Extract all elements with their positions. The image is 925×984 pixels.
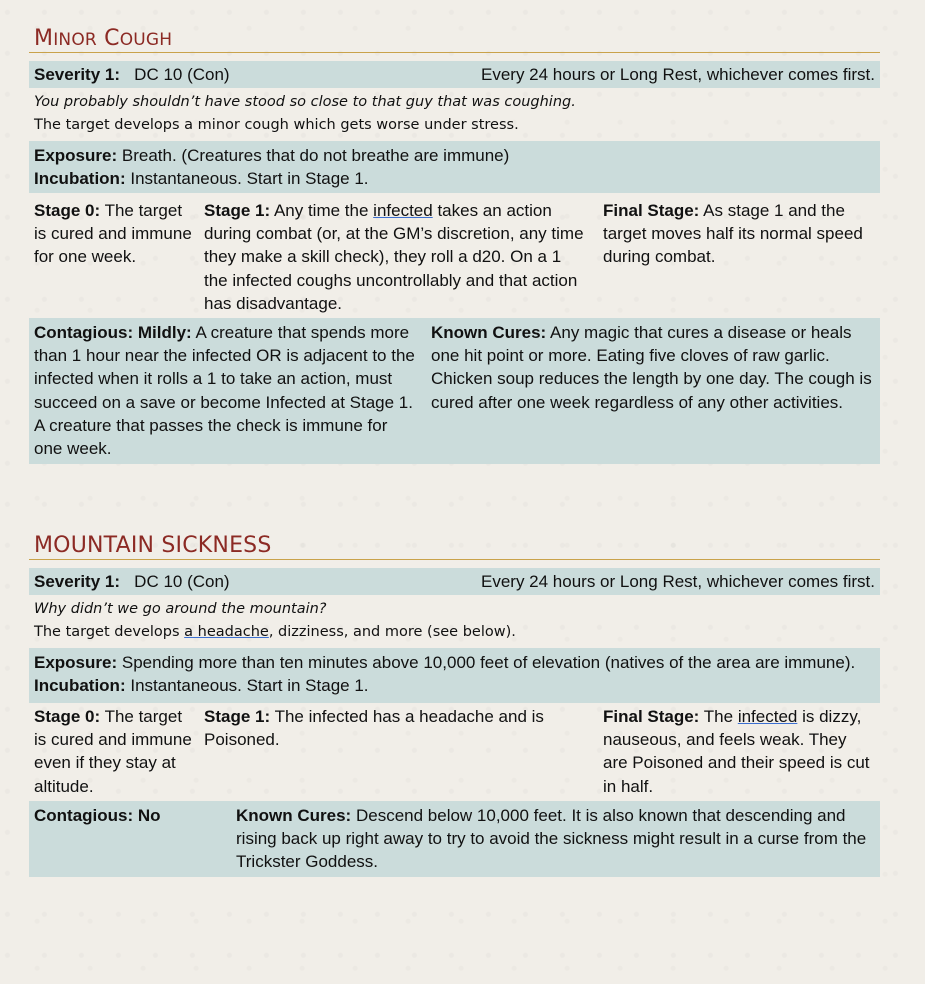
infected-link: infected — [373, 201, 433, 220]
contagious-label: Contagious: No — [34, 805, 161, 825]
contagious-label: Contagious: Mildly: — [34, 323, 192, 343]
final-stage — [603, 705, 875, 798]
stages-row — [29, 703, 880, 801]
severity-dc: DC 10 (Con) — [134, 65, 230, 84]
incubation-label: Incubation: — [34, 676, 126, 695]
final-stage-label: Final Stage: — [603, 707, 700, 726]
stage-1 — [204, 705, 603, 798]
contagion-cures-row — [29, 801, 880, 878]
contagious-block — [34, 321, 431, 460]
final-stage-text: is dizzy, nauseous, and feels weak. They are Poisoned and their speed is cut in half. — [603, 707, 870, 796]
stage-0-text: The target is cured and immune even if they stay at altitude. — [34, 707, 192, 796]
flavor-text: You probably shouldn’t have stood so close to that guy that was coughing. — [34, 94, 576, 110]
severity-row — [29, 61, 880, 88]
final-stage-text: The — [703, 707, 734, 726]
flavor-block — [29, 595, 880, 644]
stage-1-label: Stage 1: — [204, 707, 271, 726]
final-stage — [603, 199, 875, 315]
description-part: The target develops — [34, 624, 180, 640]
final-stage-text: As stage 1 and the target moves half its normal speed during combat. — [603, 201, 863, 267]
contagious-text: A creature that spends more than 1 hour near the infected OR is adjacent to the infected when it rolls a 1 to take an action, must succeed on a save or become Infected at Stage 1. A creature that passes the check is immune for one week. — [34, 323, 415, 459]
known-cures-label: Known Cures: — [431, 323, 547, 343]
stage-0-label: Stage 0: — [34, 707, 101, 726]
exposure-block — [29, 648, 880, 703]
stages-row — [29, 195, 880, 318]
stage-0-text: The target is cured and immune for one week. — [34, 201, 192, 267]
disease-mountain-sickness — [29, 533, 880, 877]
exposure-label: Exposure: — [34, 653, 118, 672]
title-letter: C — [104, 26, 120, 51]
stage-0 — [34, 705, 204, 798]
known-cures-label: Known Cures: — [236, 805, 352, 825]
exposure-text: Spending more than ten minutes above 10,000 feet of elevation (natives of the area are immune). — [121, 653, 856, 672]
description-text — [34, 621, 875, 644]
severity-interval: Every 24 hours or Long Rest, whichever comes first. — [481, 572, 875, 591]
flavor-block — [29, 88, 880, 137]
stage-1-text: Any time the — [273, 201, 369, 220]
severity-label: Severity 1: — [34, 65, 120, 84]
stage-1-text: takes an action during combat (or, at the GM’s discretion, any time they make a skill check), they roll a d20. On a 1 the infected coughs uncontrollably and that action has disadvantage. — [204, 201, 584, 313]
stage-1-label: Stage 1: — [204, 201, 271, 220]
stage-1 — [204, 199, 603, 315]
known-cures-text: Descend below 10,000 feet. It is also known that descending and rising back up right away to try to avoid the sickness might result in a curse from the Trickster Goddess. — [236, 805, 867, 872]
title-word: INOR — [53, 30, 97, 50]
description-part: , dizziness, and more (see below). — [268, 624, 516, 640]
exposure-block — [29, 141, 880, 193]
severity-dc: DC 10 (Con) — [134, 572, 230, 591]
contagion-cures-row — [29, 318, 880, 464]
incubation-text: Instantaneous. Start in Stage 1. — [130, 169, 369, 188]
incubation-label: Incubation: — [34, 169, 126, 188]
known-cures-text: Any magic that cures a disease or heals one hit point or more. Eating five cloves of raw garlic. Chicken soup reduces the length by one day. The cough is cured after one week regardless of any other activities. — [431, 323, 872, 412]
contagious-block — [34, 804, 236, 874]
stage-1-text: The infected has a headache and is Poisoned. — [204, 707, 544, 750]
headache-link: a headache — [184, 624, 269, 640]
flavor-text: Why didn’t we go around the mountain? — [34, 601, 327, 617]
stage-0-label: Stage 0: — [34, 201, 101, 220]
disease-minor-cough — [29, 26, 880, 464]
known-cures-block — [431, 321, 875, 460]
exposure-label: Exposure: — [34, 146, 118, 165]
incubation-text: Instantaneous. Start in Stage 1. — [130, 676, 369, 695]
description-text: The target develops a minor cough which gets worse under stress. — [34, 117, 519, 133]
severity-label: Severity 1: — [34, 572, 120, 591]
title-letter: M — [34, 26, 54, 51]
infected-link: infected — [737, 707, 798, 726]
disease-title — [29, 26, 880, 53]
severity-row — [29, 568, 880, 595]
disease-title: MOUNTAIN SICKNESS — [29, 533, 880, 560]
final-stage-label: Final Stage: — [603, 201, 700, 220]
severity-interval: Every 24 hours or Long Rest, whichever comes first. — [481, 65, 875, 84]
known-cures-block — [236, 804, 875, 874]
title-word: OUGH — [119, 30, 173, 50]
exposure-text: Breath. (Creatures that do not breathe are immune) — [121, 146, 510, 165]
stage-0 — [34, 199, 204, 315]
